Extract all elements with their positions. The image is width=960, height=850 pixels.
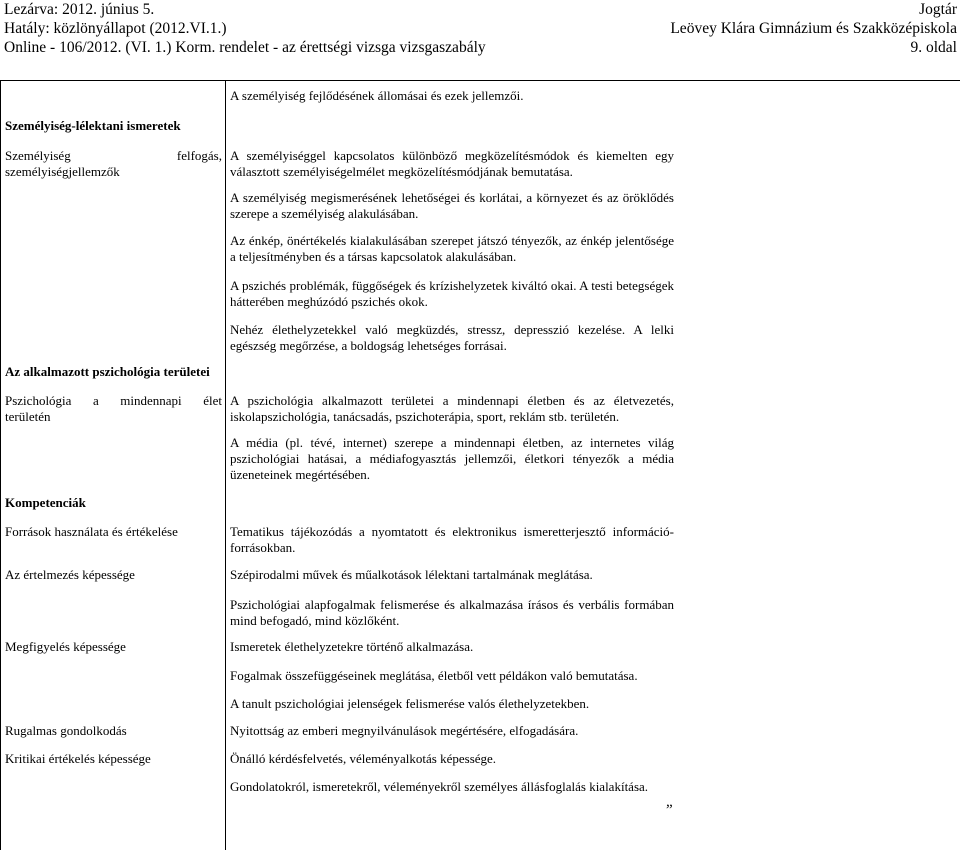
competence-observation: Megfigyelés képessége [5, 639, 126, 654]
content-row-3: Az énkép, önértékelés kialakulásában szerepet játszó tényezők, az énkép jelentősége a teljesítményben és a társas kapcsolatok alakulásában. [230, 233, 674, 264]
header-school: Leövey Klára Gimnázium és Szakközépiskola [670, 20, 957, 37]
topic-word: Pszichológia [5, 393, 72, 408]
content-row-4: A pszichés problémák, függőségek és krízishelyzetek kiváltó okai. A testi betegségek hátterében meghúzódó pszichés okok. [230, 278, 674, 309]
table-rule-center [225, 80, 226, 850]
topic-label-everyday [5, 393, 222, 409]
topic-word: Személyiség [5, 148, 71, 163]
header-page-number: 9. oldal [910, 39, 957, 56]
header-source: Online - 106/2012. (VI. 1.) Korm. rendelet - az érettségi vizsga vizsgaszabály [4, 39, 486, 56]
competence-interpretation: Az értelmezés képessége [5, 567, 135, 582]
content-row-5: Nehéz élethelyzetekkel való megküzdés, stressz, depresszió kezelése. A lelki egészség megőrzése, a boldogság lehetséges forrásai. [230, 322, 674, 353]
content-row-11: Ismeretek élethelyzetekre történő alkalmazása. [230, 639, 474, 654]
header-closed-date: Lezárva: 2012. június 5. [4, 1, 155, 18]
topic-label-personality [5, 148, 222, 164]
topic-label-area: területén [5, 409, 51, 424]
topic-word: felfogás, [176, 148, 222, 163]
header-publisher: Jogtár [919, 1, 957, 18]
content-row-16: Gondolatokról, ismeretekről, véleményekről személyes állásfoglalás kialakítása. [230, 779, 649, 794]
content-row-10: Pszichológiai alapfogalmak felismerése és alkalmazása írásos és verbális formában mind befogadó, mind közlőként. [230, 597, 674, 628]
content-row-8: Tematikus tájékozódás a nyomtatott és elektronikus ismeretterjesztő információ-forrásokban. [230, 524, 674, 555]
content-row-13: A tanult pszichológiai jelenségek felismerése valós élethelyzetekben. [230, 696, 590, 711]
competence-critical-evaluation: Kritikai értékelés képessége [5, 751, 151, 766]
section-heading-personality: Személyiség-lélektani ismeretek [5, 118, 181, 133]
section-heading-competences: Kompetenciák [5, 495, 86, 510]
competence-flexible-thinking: Rugalmas gondolkodás [5, 723, 127, 738]
section-heading-applied: Az alkalmazott pszichológia területei [5, 364, 210, 379]
topic-word: mindennapi [120, 393, 182, 408]
content-row-1: A személyiséggel kapcsolatos különböző megközelítésmódok és kiemelten egy választott személyiségelmélet megközelítésmódjának bemutatása. [230, 148, 674, 179]
header-validity: Hatály: közlönyállapot (2012.VI.1.) [4, 20, 227, 37]
topic-word: a [92, 393, 99, 408]
content-row-6: A pszichológia alkalmazott területei a mindennapi életben és az életvezetés, iskolapszichológia, tanácsadás, pszichoterápia, sport, reklám stb. területén. [230, 393, 674, 424]
content-row-9: Szépirodalmi művek és műalkotások lélektani tartalmának meglátása. [230, 567, 593, 582]
closing-quote-mark: ” [666, 802, 673, 818]
content-row-0: A személyiség fejlődésének állomásai és ezek jellemzői. [230, 88, 524, 103]
table-rule-left [0, 80, 1, 850]
topic-word: élet [203, 393, 222, 408]
content-row-15: Önálló kérdésfelvetés, véleményalkotás képessége. [230, 751, 497, 766]
topic-label-traits: személyiségjellemzők [5, 164, 120, 179]
content-row-7: A média (pl. tévé, internet) szerepe a mindennapi életben, az internetes világ pszichológiai hatásai, a médiafogyasztás jellemzői, életkori tényezők a média üzeneteinek megértésében. [230, 435, 674, 482]
content-row-2: A személyiség megismerésének lehetőségei és korlátai, a környezet és az öröklődés szerepe a személyiség alakulásában. [230, 190, 674, 221]
table-rule-top [0, 80, 960, 81]
content-row-12: Fogalmak összefüggéseinek meglátása, életből vett példákon való bemutatása. [230, 668, 638, 683]
competence-sources: Források használata és értékelése [5, 524, 178, 539]
content-row-14: Nyitottság az emberi megnyilvánulások megértésére, elfogadására. [230, 723, 579, 738]
